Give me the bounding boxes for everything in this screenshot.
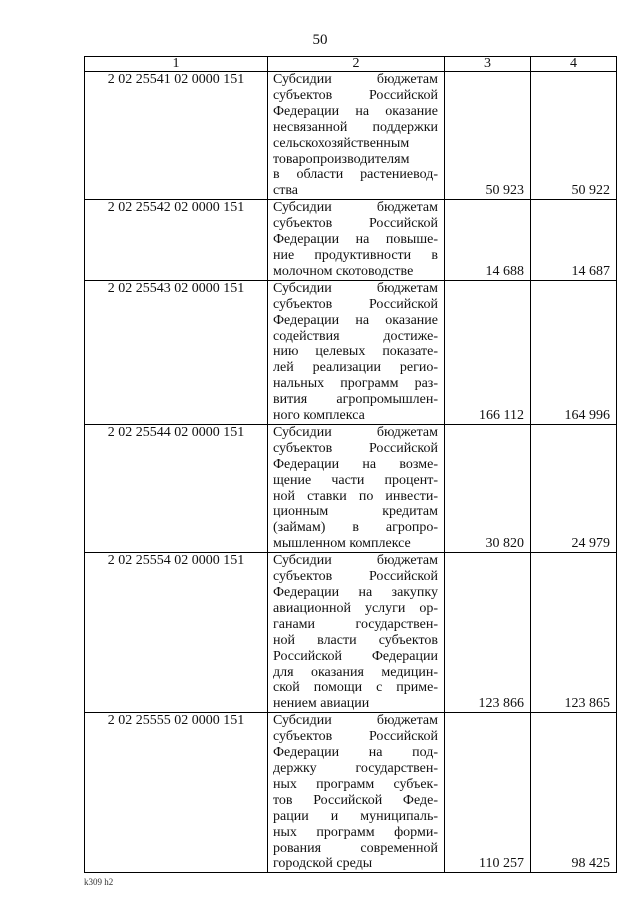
- description-line: субъектов Российской: [273, 440, 438, 456]
- table-row: [85, 424, 617, 552]
- description-line: тов Российской Феде-: [273, 792, 438, 808]
- row-code: 2 02 25542 02 0000 151: [85, 200, 268, 281]
- description-line: ской помощи с приме-: [273, 680, 438, 696]
- description-line: Федерации на возме-: [273, 456, 438, 472]
- description-line: Федерации на под-: [273, 745, 438, 761]
- description-line: щение части процент-: [273, 472, 438, 488]
- row-code: 2 02 25541 02 0000 151: [85, 72, 268, 200]
- description-line: вития агропромышлен-: [273, 392, 438, 408]
- table-row: [85, 713, 617, 873]
- description-line: субъектов Российской: [273, 216, 438, 232]
- row-description: [268, 200, 445, 281]
- row-description: [268, 424, 445, 552]
- description-line: ных программ форми-: [273, 824, 438, 840]
- row-code: 2 02 25555 02 0000 151: [85, 713, 268, 873]
- row-value-col-3: 166 112: [445, 280, 531, 424]
- description-line: нию целевых показате-: [273, 344, 438, 360]
- row-value-col-3: 30 820: [445, 424, 531, 552]
- description-line: городской среды: [273, 856, 373, 872]
- table-row: [85, 553, 617, 713]
- row-description: [268, 713, 445, 873]
- description-line: содействия достиже-: [273, 328, 438, 344]
- description-line: молочном скотоводстве: [273, 263, 414, 279]
- description-line: ционным кредитам: [273, 504, 438, 520]
- description-line: сельскохозяйственным: [273, 135, 410, 151]
- description-line: Субсидии бюджетам: [273, 713, 438, 729]
- table-row: [85, 72, 617, 200]
- table-row: [85, 200, 617, 281]
- table-row: [85, 280, 617, 424]
- description-line: рации и муниципаль-: [273, 808, 438, 824]
- row-value-col-4: 164 996: [531, 280, 617, 424]
- description-line: Федерации на оказание: [273, 103, 438, 119]
- description-line: мышленном комплексе: [273, 536, 411, 552]
- row-value-col-4: 50 922: [531, 72, 617, 200]
- description-line: Субсидии бюджетам: [273, 200, 438, 216]
- row-value-col-3: 14 688: [445, 200, 531, 281]
- row-value-col-3: 50 923: [445, 72, 531, 200]
- description-line: ства: [273, 183, 298, 199]
- description-line: Федерации на оказание: [273, 312, 438, 328]
- description-line: нальных программ раз-: [273, 376, 438, 392]
- description-line: Субсидии бюджетам: [273, 553, 438, 569]
- budget-table: [84, 56, 617, 873]
- description-line: субъектов Российской: [273, 296, 438, 312]
- row-value-col-3: 123 866: [445, 553, 531, 713]
- header-col-4: 4: [531, 57, 617, 72]
- document-footer-code: k309 h2: [84, 877, 114, 887]
- description-line: нением авиации: [273, 696, 370, 712]
- row-description: [268, 553, 445, 713]
- description-line: субъектов Российской: [273, 729, 438, 745]
- description-line: Федерации на закупку: [273, 585, 438, 600]
- description-line: субъектов Российской: [273, 87, 438, 103]
- description-line: Субсидии бюджетам: [273, 72, 438, 87]
- row-value-col-4: 123 865: [531, 553, 617, 713]
- description-line: рования современной: [273, 840, 438, 856]
- header-col-3: 3: [445, 57, 531, 72]
- header-col-1: 1: [85, 57, 268, 72]
- row-value-col-4: 14 687: [531, 200, 617, 281]
- description-line: держку государствен-: [273, 760, 438, 776]
- row-value-col-3: 110 257: [445, 713, 531, 873]
- row-code: 2 02 25544 02 0000 151: [85, 424, 268, 552]
- description-line: для оказания медицин-: [273, 664, 438, 680]
- header-col-2: 2: [268, 57, 445, 72]
- row-value-col-4: 24 979: [531, 424, 617, 552]
- description-line: ных программ субъек-: [273, 776, 438, 792]
- description-line: Федерации на повыше-: [273, 232, 438, 248]
- row-code: 2 02 25543 02 0000 151: [85, 280, 268, 424]
- table-header-row: [85, 57, 617, 72]
- description-line: ние продуктивности в: [273, 247, 438, 263]
- description-line: товаропроизводителям: [273, 151, 410, 167]
- description-line: в области растениевод-: [273, 167, 438, 183]
- description-line: несвязанной поддержки: [273, 119, 438, 135]
- description-line: ной ставки по инвести-: [273, 488, 438, 504]
- description-line: субъектов Российской: [273, 569, 438, 585]
- description-line: ганами государствен-: [273, 616, 438, 632]
- description-line: авиационной услуги ор-: [273, 600, 438, 616]
- row-code: 2 02 25554 02 0000 151: [85, 553, 268, 713]
- description-line: Субсидии бюджетам: [273, 280, 438, 296]
- description-line: лей реализации регио-: [273, 360, 438, 376]
- description-line: Российской Федерации: [273, 648, 438, 664]
- description-line: ной власти субъектов: [273, 632, 438, 648]
- row-description: [268, 72, 445, 200]
- description-line: ного комплекса: [273, 408, 365, 424]
- row-value-col-4: 98 425: [531, 713, 617, 873]
- page-number: 50: [312, 32, 328, 48]
- description-line: Субсидии бюджетам: [273, 424, 438, 440]
- row-description: [268, 280, 445, 424]
- description-line: (займам) в агропро-: [273, 520, 438, 536]
